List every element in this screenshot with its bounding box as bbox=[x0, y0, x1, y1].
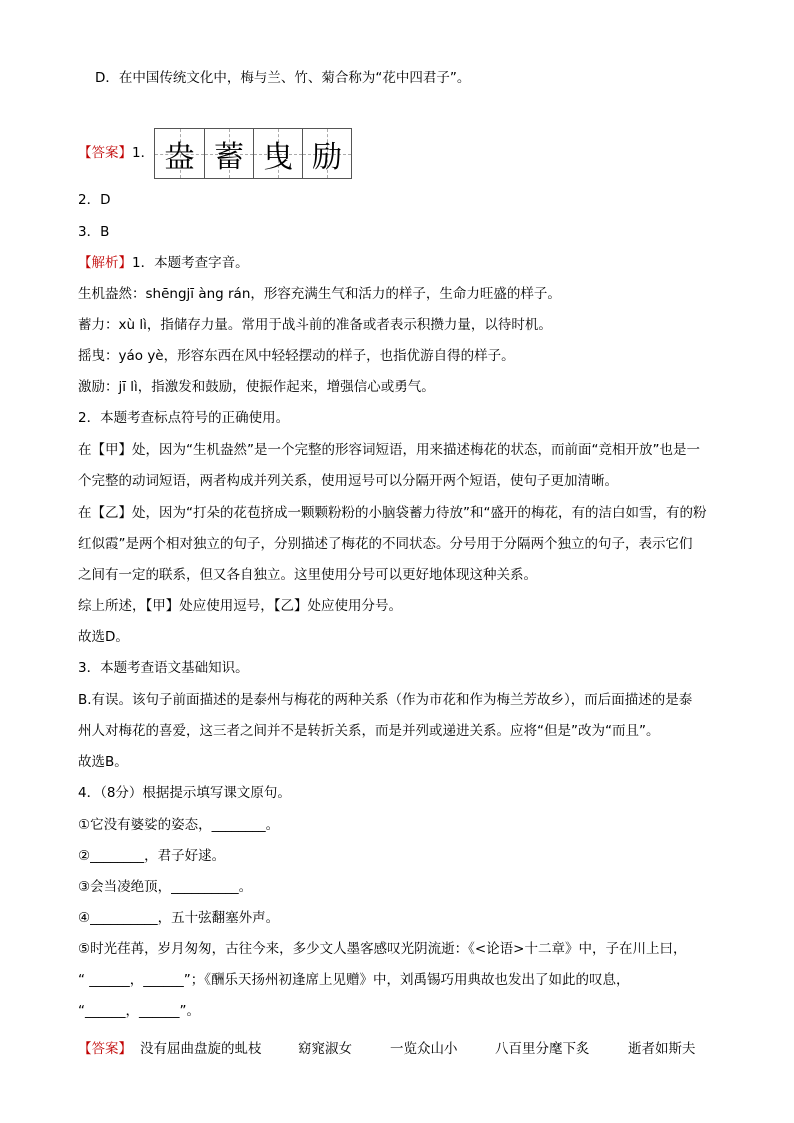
final-answer-tag: 【答案】 bbox=[78, 1041, 132, 1057]
jili-line: 激励：jī lì，指激发和鼓励，使振作起来，增强信心或勇气。 bbox=[78, 379, 435, 395]
grid-char: 曳 bbox=[263, 139, 293, 175]
q4-item-2: ②________，君子好逑。 bbox=[78, 848, 226, 864]
summary-line: 综上所述，【甲】处应使用逗号，【乙】处应使用分号。 bbox=[78, 598, 402, 614]
grid-cell bbox=[204, 129, 253, 178]
q4-item-4: ④__________，五十弦翻塞外声。 bbox=[78, 910, 280, 926]
q4-line: 4．（8分）根据提示填写课文原句。 bbox=[78, 785, 291, 801]
final-answer-item: 一览众山小 bbox=[390, 1041, 458, 1057]
analysis-1-text: 1．本题考查字音。 bbox=[132, 255, 249, 271]
jia-line-a: 在【甲】处，因为“生机盎然”是一个完整的形容词短语，用来描述梅花的状态，而前面“竞相开放”也是一 bbox=[78, 442, 700, 458]
analysis-1-line bbox=[78, 255, 728, 271]
q2-line: 2．本题考查标点符号的正确使用。 bbox=[78, 410, 290, 426]
final-answer-item: 没有屈曲盘旋的虬枝 bbox=[140, 1041, 262, 1057]
grid-char: 盎 bbox=[164, 139, 195, 175]
yi-line-b: 红似霞”是两个相对独立的句子，分别描述了梅花的不同状态。分号用于分隔两个独立的句子，表示它们 bbox=[78, 536, 693, 552]
grid-char: 蓄 bbox=[214, 139, 244, 175]
b-line-b: 州人对梅花的喜爱，这三者之间并不是转折关系，而是并列或递进关系。应将“但是”改为“而且”。 bbox=[78, 723, 660, 739]
choose-d-line: 故选D。 bbox=[78, 629, 129, 645]
yi-line-a: 在【乙】处，因为“打朵的花苞挤成一颗颗粉粉的小脑袋蓄力待放”和“盛开的梅花，有的洁白如雪，有的粉 bbox=[78, 505, 707, 521]
grid-char: 励 bbox=[312, 139, 342, 175]
option-d-line: D．在中国传统文化中，梅与兰、竹、菊合称为“花中四君子”。 bbox=[95, 70, 471, 86]
yi-line-c: 之间有一定的联系，但又各自独立。这里使用分号可以更好地体现这种关系。 bbox=[78, 567, 537, 583]
q4-item-5b: “ ______，______”；《酬乐天扬州初逢席上见赠》中，刘禹锡巧用典故也发出了如此的叹息， bbox=[78, 972, 630, 988]
grid-cell bbox=[302, 129, 351, 178]
shengji-line: 生机盎然：shēngjī àng rán，形容充满生气和活力的样子，生命力旺盛的样子。 bbox=[78, 286, 561, 302]
jia-line-b: 个完整的动词短语，两者构成并列关系，使用逗号可以分隔开两个短语，使句子更加清晰。 bbox=[78, 473, 618, 489]
answer-tag: 【答案】 bbox=[78, 145, 132, 161]
final-answer-item: 逝者如斯夫 bbox=[628, 1041, 696, 1057]
grid-cell bbox=[253, 129, 302, 178]
xuli-line: 蓄力：xù lì，指储存力量。常用于战斗前的准备或者表示积攒力量，以待时机。 bbox=[78, 317, 552, 333]
answer-2-line: 2．D bbox=[78, 192, 111, 208]
final-answer-item: 窈窕淑女 bbox=[298, 1041, 352, 1057]
q3-line: 3．本题考查语文基础知识。 bbox=[78, 660, 249, 676]
choose-b-line: 故选B。 bbox=[78, 754, 128, 770]
q4-item-5a: ⑤时光荏苒，岁月匆匆，古往今来，多少文人墨客感叹光阴流逝：《<论语>十二章》中，子在川上曰， bbox=[78, 941, 687, 957]
answer-1-label: 1． bbox=[132, 145, 155, 161]
q4-item-1: ①它没有婆娑的姿态，________。 bbox=[78, 817, 280, 833]
final-answer-item: 八百里分麾下炙 bbox=[495, 1041, 590, 1057]
analysis-tag: 【解析】 bbox=[78, 255, 132, 271]
grid-cell bbox=[155, 129, 204, 178]
q4-item-3: ③会当凌绝顶，__________。 bbox=[78, 879, 253, 895]
q4-item-5c: “______，______”。 bbox=[78, 1003, 200, 1019]
yaoye-line: 摇曳：yáo yè，形容东西在风中轻轻摆动的样子，也指优游自得的样子。 bbox=[78, 348, 515, 364]
final-answer-row bbox=[78, 1037, 728, 1055]
answer-3-line: 3．B bbox=[78, 224, 110, 240]
character-grid bbox=[154, 128, 352, 179]
b-line-a: B.有误。该句子前面描述的是泰州与梅花的两种关系（作为市花和作为梅兰芳故乡），而后面描述的是泰 bbox=[78, 692, 693, 708]
